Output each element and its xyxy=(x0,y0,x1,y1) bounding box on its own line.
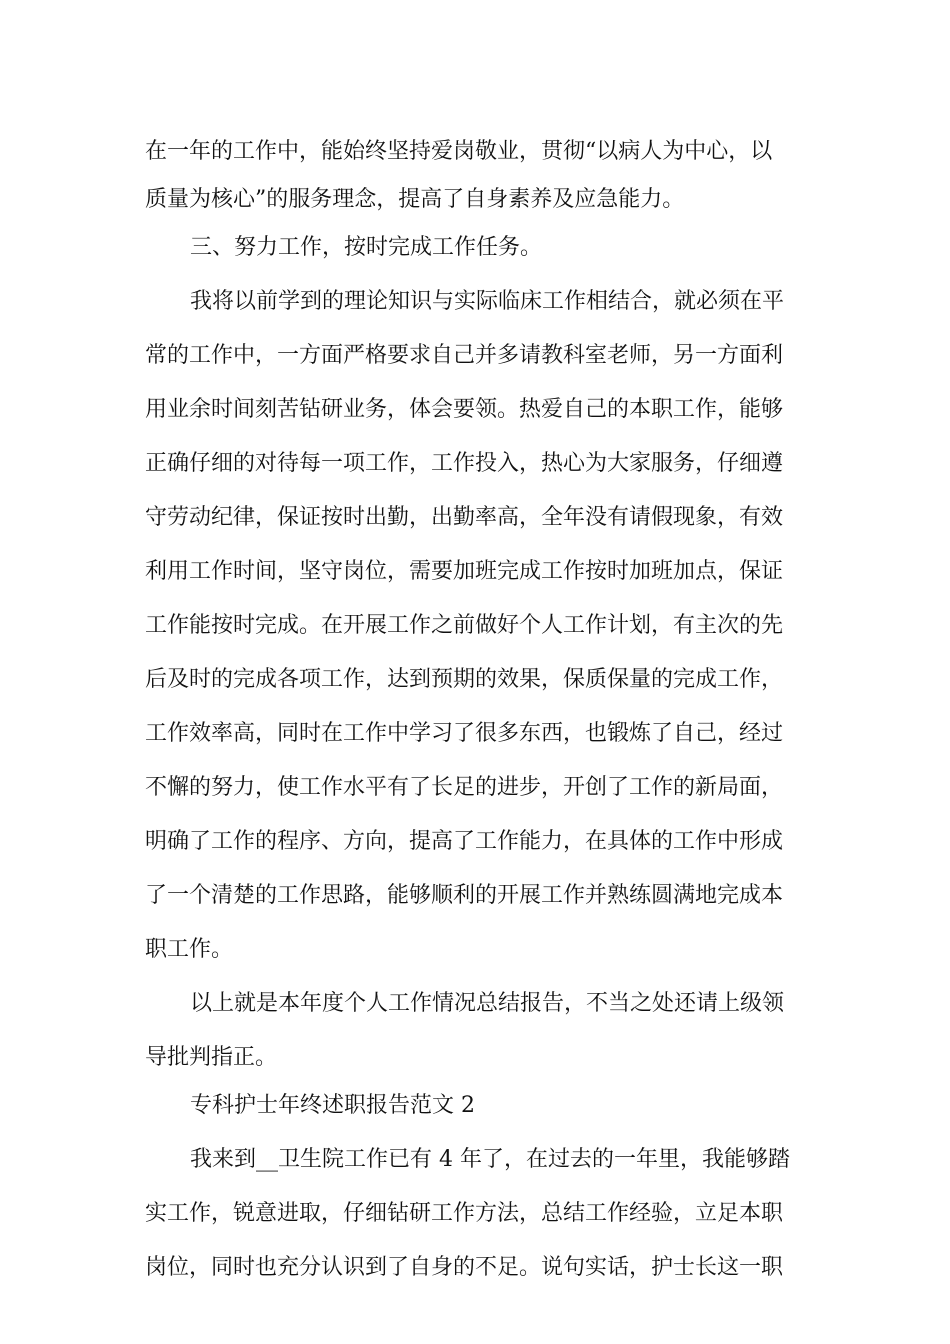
text-line: 岗位，同时也充分认识到了自身的不足。说句实话，护士长这一职 xyxy=(145,1255,784,1280)
text-line: 用业余时间刻苦钻研业务，体会要领。热爱自己的本职工作，能够 xyxy=(145,397,784,422)
text-line: 职工作。 xyxy=(145,937,234,962)
text-line: 以上就是本年度个人工作情况总结报告，不当之处还请上级领 xyxy=(190,991,785,1016)
text-line: 质量为核心”的服务理念，提高了自身素养及应急能力。 xyxy=(145,187,685,212)
text-line: 不懈的努力，使工作水平有了长足的进步，开创了工作的新局面， xyxy=(145,775,784,800)
text-line: 正确仔细的对待每一项工作，工作投入，热心为大家服务，仔细遵 xyxy=(145,451,784,476)
text-line: 在一年的工作中，能始终坚持爱岗敬业，贯彻“以病人为中心，以 xyxy=(145,139,773,164)
text-line: 守劳动纪律，保证按时出勤，出勤率高，全年没有请假现象，有效 xyxy=(145,505,784,530)
text-line: 后及时的完成各项工作，达到预期的效果，保质保量的完成工作， xyxy=(145,667,784,692)
text-line: 了一个清楚的工作思路，能够顺利的开展工作并熟练圆满地完成本 xyxy=(145,883,784,908)
text-line: 导批判指正。 xyxy=(145,1045,278,1070)
section-heading: 三、努力工作，按时完成工作任务。 xyxy=(190,235,543,260)
text-line: 常的工作中，一方面严格要求自己并多请教科室老师，另一方面利 xyxy=(145,343,784,368)
text-line: 实工作，锐意进取，仔细钻研工作方法，总结工作经验，立足本职 xyxy=(145,1201,784,1226)
text-line: 利用工作时间，坚守岗位，需要加班完成工作按时加班加点，保证 xyxy=(145,559,784,584)
text-line: 我来到__卫生院工作已有 4 年了，在过去的一年里，我能够踏 xyxy=(190,1147,790,1172)
text-line: 工作效率高，同时在工作中学习了很多东西，也锻炼了自己，经过 xyxy=(145,721,784,746)
text-line: 明确了工作的程序、方向，提高了工作能力，在具体的工作中形成 xyxy=(145,829,784,854)
text-line: 我将以前学到的理论知识与实际临床工作相结合，就必须在平 xyxy=(190,289,785,314)
section-title: 专科护士年终述职报告范文 2 xyxy=(190,1093,475,1118)
text-line: 工作能按时完成。在开展工作之前做好个人工作计划，有主次的先 xyxy=(145,613,784,638)
